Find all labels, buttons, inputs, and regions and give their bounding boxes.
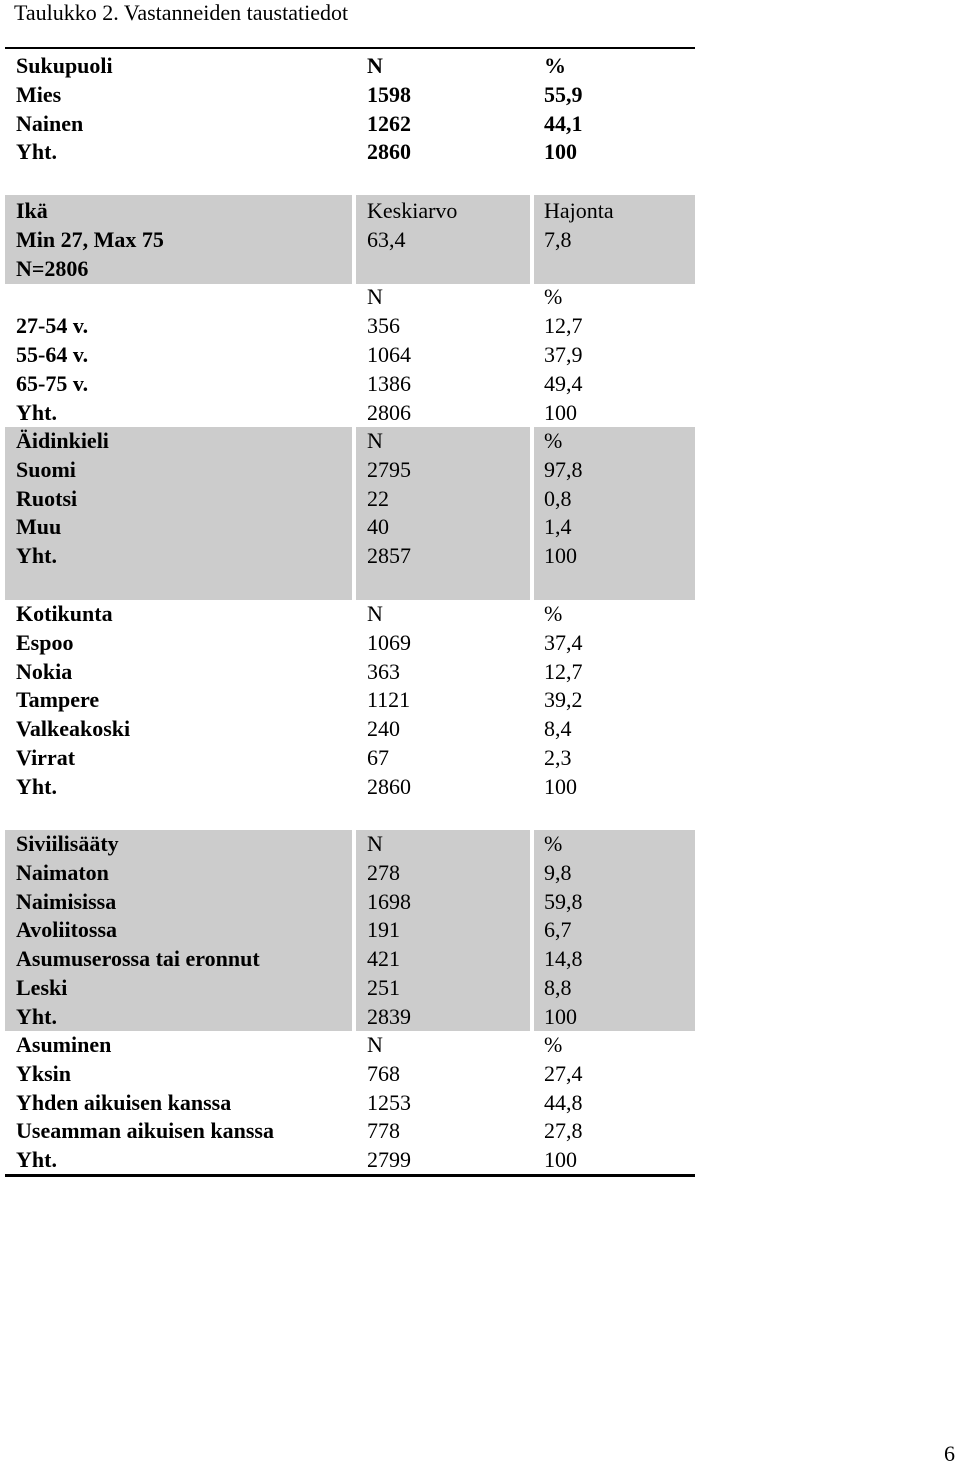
row-label: 27-54 v.	[16, 313, 89, 339]
cell-percent: 37,9	[544, 342, 583, 367]
cell-n: N	[367, 1032, 383, 1057]
row-label: Espoo	[16, 629, 74, 655]
row-label: Yht.	[16, 139, 57, 165]
cell-n: 2806	[367, 399, 411, 425]
cell-percent: 100	[544, 139, 577, 165]
table-caption: Taulukko 2. Vastanneiden taustatiedot	[14, 0, 349, 25]
row-label: Avoliitossa	[16, 917, 118, 943]
cell-n: 240	[367, 716, 400, 742]
cell-percent: 14,8	[544, 946, 583, 972]
cell-percent: 6,7	[544, 917, 572, 943]
row-label: Äidinkieli	[16, 428, 109, 453]
cell-percent: 1,4	[544, 514, 572, 540]
row-label: Tampere	[16, 687, 100, 713]
row-label: Yksin	[16, 1060, 72, 1086]
cell-n: 1598	[367, 81, 411, 107]
cell-n: 363	[367, 658, 400, 684]
row-label: Muu	[16, 514, 62, 540]
cell-n: 1064	[367, 342, 411, 367]
cell-n: 191	[367, 917, 400, 943]
row-label: Useamman aikuisen kanssa	[16, 1118, 274, 1144]
cell-percent: 8,8	[544, 975, 572, 1000]
cell-n: 1121	[367, 687, 411, 713]
row-label: Ruotsi	[16, 485, 78, 511]
column-gap	[352, 0, 356, 1468]
cell-n: 768	[367, 1060, 400, 1086]
row-label: Siviilisääty	[16, 831, 119, 856]
cell-percent: 12,7	[544, 658, 583, 684]
row-label: Naimisissa	[16, 888, 117, 914]
cell-percent: Hajonta	[544, 198, 614, 223]
cell-n: 421	[367, 946, 400, 972]
table-top-rule	[5, 47, 695, 49]
cell-percent: %	[544, 831, 563, 856]
cell-n: 2860	[367, 139, 411, 165]
cell-percent: %	[544, 601, 563, 626]
table-bottom-rule	[5, 1174, 695, 1177]
row-label: Nokia	[16, 658, 73, 684]
cell-percent: 97,8	[544, 456, 583, 482]
cell-percent: %	[544, 53, 566, 78]
cell-n: 2795	[367, 456, 411, 482]
cell-n: 40	[367, 514, 389, 540]
row-label: Suomi	[16, 456, 76, 482]
cell-percent: 12,7	[544, 313, 583, 339]
cell-percent: 49,4	[544, 370, 583, 396]
cell-n: Keskiarvo	[367, 198, 458, 223]
cell-percent: 55,9	[544, 81, 583, 107]
cell-n: 63,4	[367, 226, 406, 252]
row-label: Naimaton	[16, 859, 109, 885]
row-label: 65-75 v.	[16, 370, 89, 396]
row-label: Asumuserossa tai eronnut	[16, 946, 260, 972]
cell-percent: 59,8	[544, 888, 583, 914]
row-label: Kotikunta	[16, 601, 113, 626]
cell-percent: %	[544, 428, 563, 453]
cell-n: 1069	[367, 629, 411, 655]
cell-n: 278	[367, 859, 400, 885]
row-label: Yht.	[16, 1003, 57, 1029]
cell-n: 1386	[367, 370, 411, 396]
row-label: Leski	[16, 975, 68, 1000]
cell-percent: 8,4	[544, 716, 572, 742]
cell-n: N	[367, 428, 383, 453]
cell-percent: 27,8	[544, 1118, 583, 1144]
cell-percent: 27,4	[544, 1060, 583, 1086]
cell-percent: 39,2	[544, 687, 583, 713]
row-label: Yht.	[16, 399, 57, 425]
cell-n: 1253	[367, 1089, 411, 1115]
cell-n: 778	[367, 1118, 400, 1144]
cell-percent: %	[544, 1032, 563, 1057]
cell-n: 2857	[367, 543, 411, 569]
cell-percent: 9,8	[544, 859, 572, 885]
row-label: N=2806	[16, 255, 89, 281]
cell-n: 22	[367, 485, 389, 511]
cell-n: 67	[367, 745, 389, 770]
row-label: 55-64 v.	[16, 342, 89, 367]
cell-n: N	[367, 831, 383, 856]
row-label: Asuminen	[16, 1032, 112, 1057]
row-label: Yht.	[16, 1147, 57, 1173]
cell-n: 251	[367, 975, 400, 1000]
cell-percent: 2,3	[544, 745, 572, 770]
row-label: Min 27, Max 75	[16, 226, 164, 252]
cell-percent: 0,8	[544, 485, 572, 511]
cell-n: N	[367, 284, 383, 310]
cell-percent: 44,8	[544, 1089, 583, 1115]
cell-n: 1262	[367, 110, 411, 136]
cell-n: 356	[367, 313, 400, 339]
cell-n: N	[367, 601, 383, 626]
cell-n: 2839	[367, 1003, 411, 1029]
row-label: Yht.	[16, 773, 57, 799]
row-label: Sukupuoli	[16, 53, 113, 78]
cell-percent: 100	[544, 1003, 577, 1029]
row-label: Virrat	[16, 745, 76, 770]
row-label: Mies	[16, 81, 62, 107]
cell-percent: 37,4	[544, 629, 583, 655]
cell-percent: 7,8	[544, 226, 572, 252]
cell-n: N	[367, 53, 383, 78]
row-label: Ikä	[16, 198, 48, 223]
page-number: 6	[944, 1441, 955, 1466]
row-label: Valkeakoski	[16, 716, 131, 742]
cell-n: 2860	[367, 773, 411, 799]
cell-percent: %	[544, 284, 563, 310]
row-label: Nainen	[16, 110, 84, 136]
row-label: Yht.	[16, 543, 57, 569]
cell-percent: 100	[544, 773, 577, 799]
cell-percent: 44,1	[544, 110, 583, 136]
column-gap	[530, 0, 534, 1468]
cell-percent: 100	[544, 1147, 577, 1173]
cell-n: 1698	[367, 888, 411, 914]
cell-n: 2799	[367, 1147, 411, 1173]
cell-percent: 100	[544, 543, 577, 569]
row-label: Yhden aikuisen kanssa	[16, 1089, 232, 1115]
cell-percent: 100	[544, 399, 577, 425]
